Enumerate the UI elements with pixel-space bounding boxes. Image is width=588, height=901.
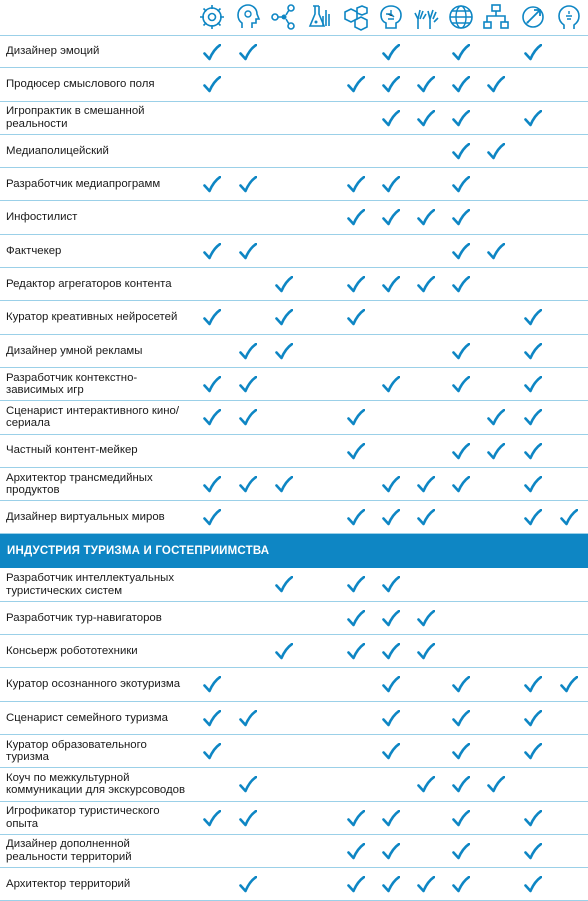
check-icon [524, 509, 542, 526]
row-label: Разработчик тур-навигаторов [6, 611, 162, 624]
table-row [0, 768, 588, 801]
row-label: Медиаполицейский [6, 144, 109, 157]
check-icon [487, 443, 505, 460]
table-row [0, 335, 588, 368]
brain-gear-icon [197, 2, 227, 32]
table-row [0, 668, 588, 701]
table-row [0, 802, 588, 835]
skills-table [0, 35, 588, 901]
check-icon [417, 476, 435, 493]
lightbulb-head-icon [554, 2, 584, 32]
check-icon [239, 476, 257, 493]
check-icon [239, 44, 257, 61]
row-label: Разработчик интеллектуальных туристических систем [6, 572, 175, 597]
check-icon [452, 710, 470, 727]
table-row [0, 602, 588, 635]
check-icon [239, 343, 257, 360]
row-label: Разработчик медиапрограмм [6, 178, 161, 191]
check-icon [452, 843, 470, 860]
table-row [0, 401, 588, 434]
check-icon [347, 76, 365, 93]
table-row [0, 102, 588, 135]
row-label: Фактчекер [6, 244, 62, 257]
check-icon [382, 176, 400, 193]
row-label: Дизайнер виртуальных миров [6, 511, 165, 524]
check-icon [347, 176, 365, 193]
check-icon [382, 876, 400, 893]
check-icon [382, 710, 400, 727]
check-icon [203, 676, 221, 693]
check-icon [524, 44, 542, 61]
table-row [0, 268, 588, 301]
check-icon [524, 343, 542, 360]
check-icon [382, 610, 400, 627]
check-icon [452, 243, 470, 260]
table-row [0, 835, 588, 868]
table-row [0, 702, 588, 735]
check-icon [417, 276, 435, 293]
check-icon [382, 376, 400, 393]
check-icon [382, 76, 400, 93]
row-label: Игрофикатор туристического опыта [6, 805, 160, 830]
check-icon [347, 209, 365, 226]
check-icon [524, 476, 542, 493]
check-icon [452, 810, 470, 827]
check-icon [452, 776, 470, 793]
check-icon [347, 643, 365, 660]
check-icon [382, 110, 400, 127]
check-icon [524, 376, 542, 393]
row-label: Дизайнер эмоций [6, 45, 100, 58]
check-icon [275, 643, 293, 660]
row-label: Продюсер смыслового поля [6, 78, 155, 91]
check-icon [239, 376, 257, 393]
check-icon [452, 143, 470, 160]
table-row [0, 68, 588, 101]
check-icon [239, 810, 257, 827]
head-profile-icon [233, 2, 263, 32]
row-label: Куратор образовательного туризма [6, 738, 147, 764]
check-icon [417, 509, 435, 526]
check-icon [203, 509, 221, 526]
table-row [0, 201, 588, 234]
check-icon [382, 509, 400, 526]
check-icon [452, 276, 470, 293]
check-icon [239, 409, 257, 426]
check-icon [347, 309, 365, 326]
rocket-arrow-icon [518, 2, 548, 32]
check-icon [275, 309, 293, 326]
raised-hands-icon [411, 2, 441, 32]
check-icon [452, 443, 470, 460]
check-icon [382, 476, 400, 493]
table-row [0, 435, 588, 468]
table-row [0, 168, 588, 201]
row-label: Архитектор территорий [6, 878, 131, 891]
row-label: Куратор креативных нейросетей [6, 311, 178, 324]
table-row [0, 735, 588, 768]
lab-flasks-icon [305, 2, 335, 32]
check-icon [382, 44, 400, 61]
check-icon [347, 810, 365, 827]
table-row [0, 501, 588, 534]
check-icon [417, 209, 435, 226]
table-row [0, 368, 588, 401]
check-icon [452, 209, 470, 226]
check-icon [524, 843, 542, 860]
check-icon [452, 110, 470, 127]
check-icon [239, 243, 257, 260]
check-icon [239, 176, 257, 193]
table-row [0, 468, 588, 501]
check-icon [452, 76, 470, 93]
check-icon [487, 243, 505, 260]
row-label: Сценарист интерактивного кино/ сериала [6, 404, 180, 430]
check-icon [487, 776, 505, 793]
check-icon [452, 376, 470, 393]
check-icon [203, 710, 221, 727]
check-icon [382, 743, 400, 760]
row-label: Инфостилист [6, 211, 78, 224]
check-icon [417, 110, 435, 127]
check-icon [203, 743, 221, 760]
check-icon [487, 76, 505, 93]
check-icon [452, 743, 470, 760]
row-label: Разработчик контекстно-зависимых игр [6, 371, 138, 397]
check-icon [203, 76, 221, 93]
check-icon [382, 810, 400, 827]
check-icon [382, 576, 400, 593]
table-row [0, 568, 588, 601]
molecule-cubes-icon [341, 2, 371, 32]
check-icon [382, 643, 400, 660]
check-icon [347, 576, 365, 593]
check-icon [417, 643, 435, 660]
check-icon [417, 876, 435, 893]
check-icon [417, 76, 435, 93]
table-row [0, 635, 588, 668]
check-icon [560, 676, 578, 693]
row-label: Игропрактик в смешанной реальности [6, 105, 145, 130]
check-icon [382, 676, 400, 693]
check-icon [524, 743, 542, 760]
row-label: Дизайнер умной рекламы [6, 344, 143, 357]
check-icon [524, 876, 542, 893]
check-icon [487, 143, 505, 160]
org-chart-icon [481, 2, 511, 32]
check-icon [524, 810, 542, 827]
check-icon [524, 309, 542, 326]
check-icon [524, 710, 542, 727]
check-icon [239, 876, 257, 893]
table-row [0, 135, 588, 168]
check-icon [275, 576, 293, 593]
check-icon [239, 710, 257, 727]
check-icon [347, 876, 365, 893]
check-icon [203, 476, 221, 493]
check-icon [203, 409, 221, 426]
check-icon [275, 276, 293, 293]
check-icon [382, 843, 400, 860]
table-row [0, 235, 588, 268]
check-icon [417, 610, 435, 627]
brain-circuit-icon [376, 2, 406, 32]
check-icon [347, 843, 365, 860]
check-icon [452, 476, 470, 493]
check-icon [203, 243, 221, 260]
row-label: Редактор агрегаторов контента [6, 277, 172, 290]
check-icon [203, 176, 221, 193]
check-icon [524, 676, 542, 693]
check-icon [524, 110, 542, 127]
check-icon [560, 509, 578, 526]
check-icon [417, 776, 435, 793]
check-icon [203, 309, 221, 326]
check-icon [203, 44, 221, 61]
section-header: ИНДУСТРИЯ ТУРИЗМА И ГОСТЕПРИИМСТВА [0, 534, 588, 568]
row-label: Архитектор трансмедийных продуктов [6, 471, 153, 496]
check-icon [382, 209, 400, 226]
check-icon [452, 44, 470, 61]
table-row [0, 301, 588, 334]
check-icon [382, 276, 400, 293]
check-icon [452, 176, 470, 193]
check-icon [347, 276, 365, 293]
table-row [0, 868, 588, 901]
row-label: Сценарист семейного туризма [6, 711, 168, 724]
check-icon [524, 443, 542, 460]
check-icon [347, 443, 365, 460]
row-label: Куратор осознанного экотуризма [6, 678, 181, 691]
globe-icon [446, 2, 476, 32]
check-icon [452, 876, 470, 893]
check-icon [452, 343, 470, 360]
check-icon [524, 409, 542, 426]
icon-header-row [0, 0, 588, 35]
check-icon [487, 409, 505, 426]
check-icon [203, 376, 221, 393]
check-icon [347, 610, 365, 627]
check-icon [452, 676, 470, 693]
table-row [0, 35, 588, 68]
check-icon [347, 409, 365, 426]
row-label: Консьерж робототехники [6, 644, 138, 657]
check-icon [275, 343, 293, 360]
network-nodes-icon [269, 2, 299, 32]
row-label: Дизайнер дополненной реальности территорий [6, 838, 132, 863]
row-label: Коуч по межкультурной коммуникации для экскурсоводов [6, 771, 186, 797]
row-label: Частный контент-мейкер [6, 444, 138, 457]
check-icon [203, 810, 221, 827]
check-icon [275, 476, 293, 493]
check-icon [239, 776, 257, 793]
check-icon [347, 509, 365, 526]
